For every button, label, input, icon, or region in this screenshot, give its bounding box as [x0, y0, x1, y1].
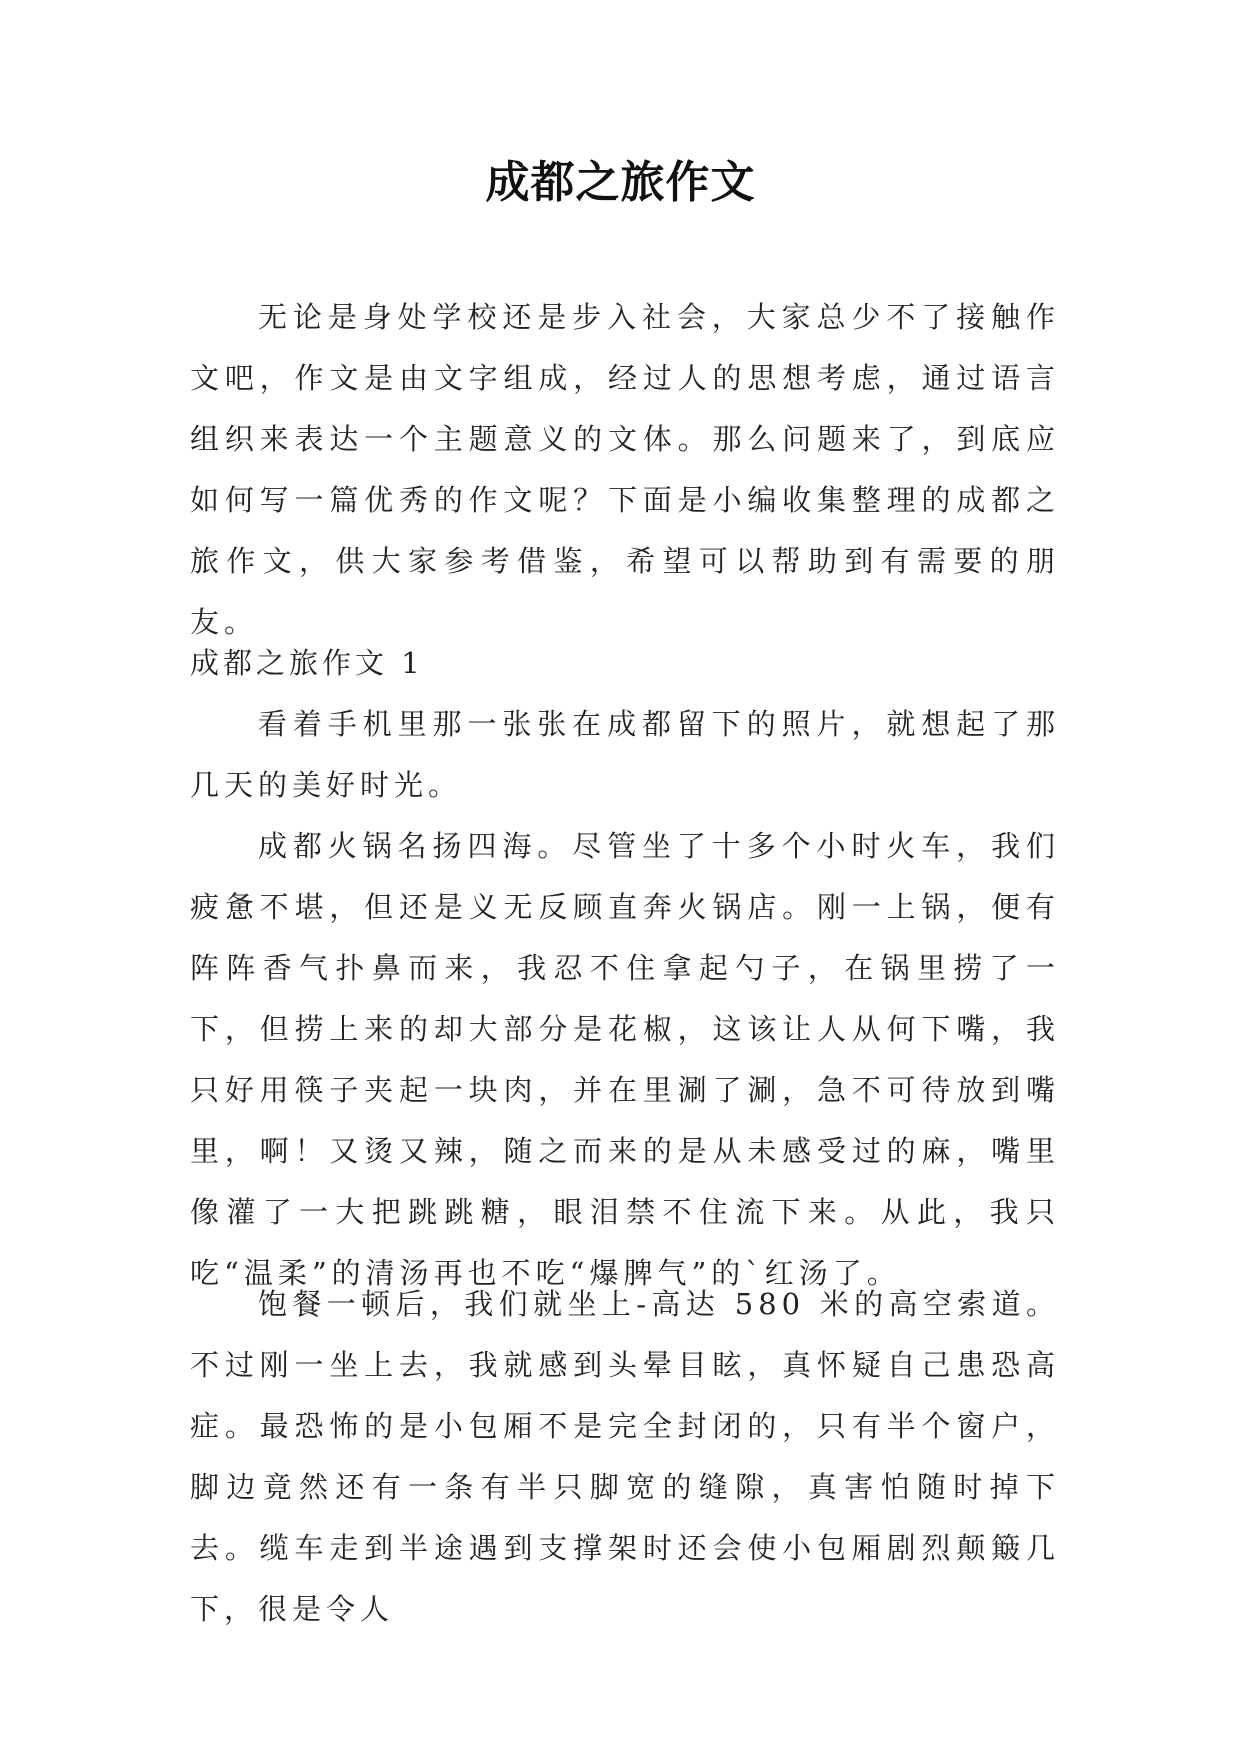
- body-paragraph: 饱餐一顿后，我们就坐上-高达 580 米的高空索道。不过刚一坐上去，我就感到头晕目眩，真怀疑自己患恐高症。最恐怖的是小包厢不是完全封闭的，只有半个窗户，脚边竟然还有一条有半只脚宽的缝隙，真害怕随时掉下去。缆车走到半途遇到支撑架时还会使小包厢剧烈颠簸几下，很是令人: [190, 1287, 1060, 1626]
- body-paragraph: 看着手机里那一张张在成都留下的照片，就想起了那几天的美好时光。: [190, 707, 1060, 802]
- intro-paragraph: 无论是身处学校还是步入社会，大家总少不了接触作文吧，作文是由文字组成，经过人的思想考虑，通过语言组织来表达一个主题意义的文体。那么问题来了，到底应如何写一篇优秀的作文呢？下面是小编收集整理的成都之旅作文，供大家参考借鉴，希望可以帮助到有需要的朋友。: [190, 300, 1060, 639]
- body-paragraph: 成都火锅名扬四海。尽管坐了十多个小时火车，我们疲惫不堪，但还是义无反顾直奔火锅店。刚一上锅，便有阵阵香气扑鼻而来，我忍不住拿起勺子，在锅里捞了一下，但捞上来的却大部分是花椒，这该让人从何下嘴，我只好用筷子夹起一块肉，并在里涮了涮，急不可待放到嘴里，啊！又烫又辣，随之而来的是从未感受过的麻，嘴里像灌了一大把跳跳糖，眼泪禁不住流下来。从此，我只吃“温柔”的清汤再也不吃“爆脾气”的`红汤了。: [190, 829, 1060, 1290]
- page-title: 成都之旅作文: [485, 157, 756, 208]
- section-heading: 成都之旅作文 1: [190, 646, 424, 680]
